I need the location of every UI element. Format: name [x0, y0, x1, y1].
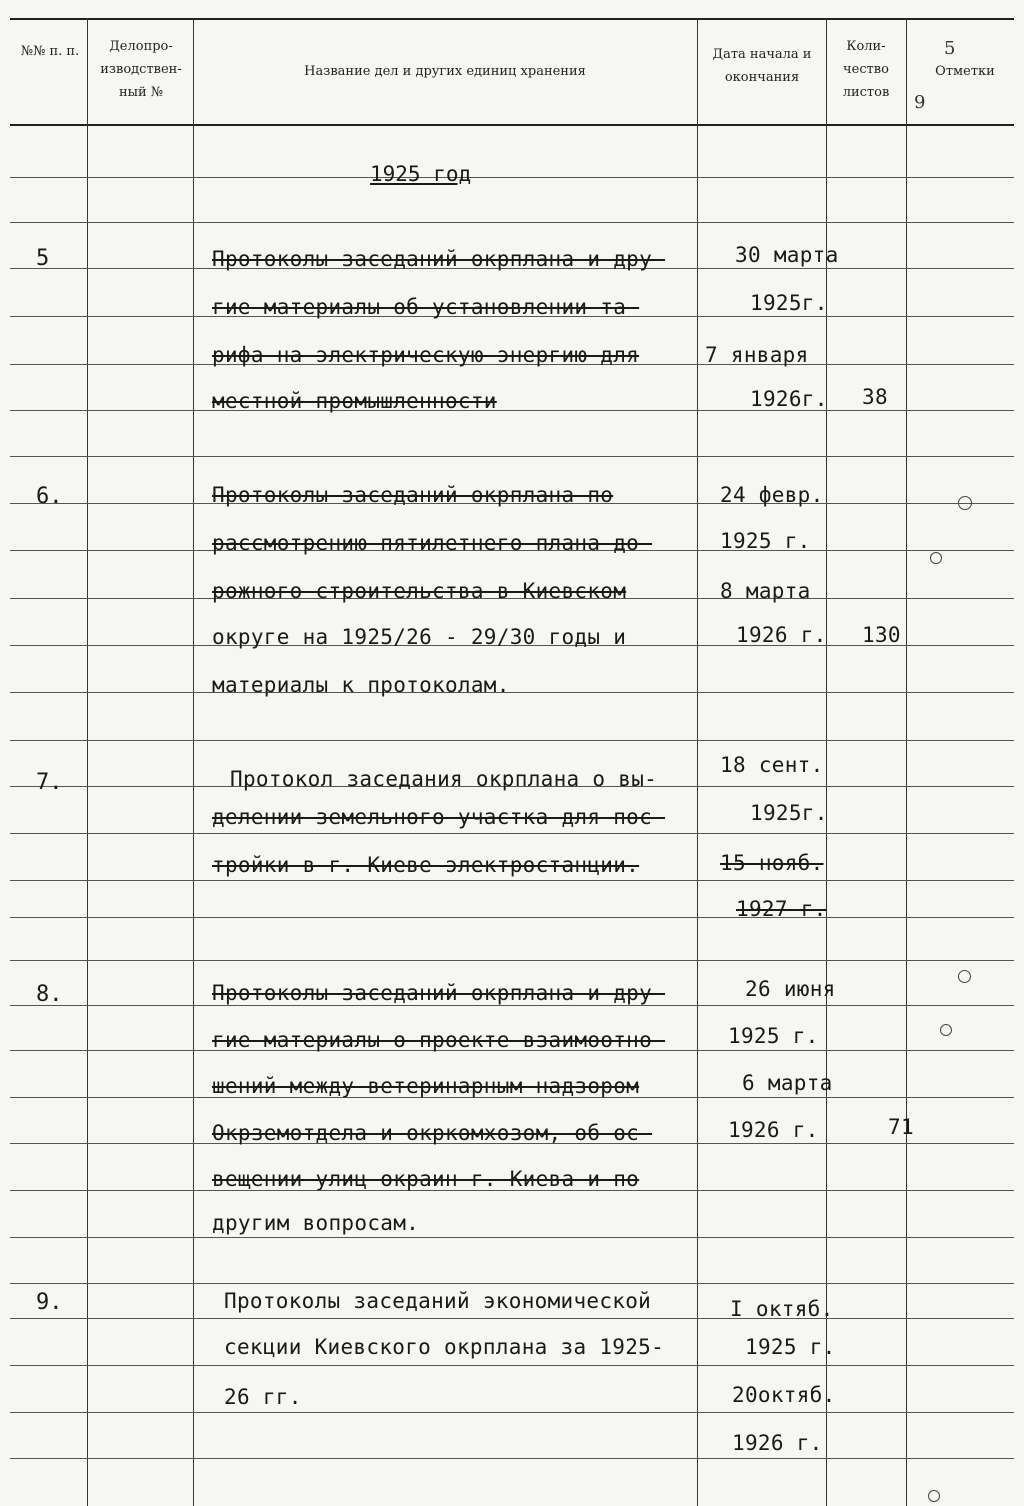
header-col-title: Название дел и других единиц хранения [304, 64, 586, 79]
ruled-line [10, 740, 1014, 741]
header-col-office-number: Делопро- изводствен- ный № [100, 39, 182, 100]
record-date: 1927 г. [736, 897, 827, 921]
record-date: 6 марта [742, 1071, 833, 1095]
note-circle-mark [940, 1024, 952, 1036]
record-title-line: 26 гг. [224, 1385, 302, 1409]
record-date: 1926 г. [736, 623, 827, 647]
note-circle-mark [928, 1490, 940, 1502]
record-title-line: Окрземотдела и окркомхозом, об ос- [212, 1121, 653, 1145]
ruled-line [10, 960, 1014, 961]
record-title-line: Протокол заседания окрплана о вы- [230, 767, 658, 791]
record-date: 8 марта [720, 579, 811, 603]
record-date: 1925 г. [728, 1024, 819, 1048]
ruled-line [10, 177, 1014, 178]
record-title-line: рожного строительства в Киевском [212, 579, 627, 603]
record-title-line: материалы к протоколам. [212, 673, 510, 697]
header-col-notes: Отметки [935, 64, 995, 79]
record-title-line: округе на 1925/26 - 29/30 годы и [212, 625, 627, 649]
ruled-line [10, 410, 1014, 411]
record-title-line: тройки в г. Киеве электростанции. [212, 853, 640, 877]
top-border [10, 18, 1014, 20]
note-circle-mark [930, 552, 942, 564]
record-title-line: вещении улиц окраин г. Киева и по [212, 1167, 640, 1191]
record-date: 1926 г. [728, 1118, 819, 1142]
header-corner-mark: 5 [944, 38, 956, 59]
record-date: 26 июня [745, 977, 836, 1001]
record-title-line: рифа на электрическую энергию для [212, 343, 640, 367]
record-number: 8. [36, 982, 63, 1007]
record-title-line: Протоколы заседаний окрплана и дру- [212, 247, 666, 271]
record-number: 5 [36, 246, 50, 271]
ruled-line [10, 1458, 1014, 1459]
ruled-line [10, 833, 1014, 834]
record-title-line: Протоколы заседаний окрплана и дру- [212, 981, 666, 1005]
record-date: 1925г. [750, 801, 828, 825]
header-col-number: №№ п. п. [20, 44, 80, 59]
header-col-dates: Дата начала и окончания [712, 47, 812, 85]
ruled-line [10, 917, 1014, 918]
record-number: 6. [36, 484, 63, 509]
record-title-line: гие материалы о проекте взаимоотно- [212, 1028, 666, 1052]
ruled-line [10, 1412, 1014, 1413]
record-title-line: гие материалы об установлении та- [212, 295, 640, 319]
record-date: 18 сент. [720, 753, 824, 777]
record-title-line: местной промышленности [212, 389, 497, 413]
record-date: I октяб. [730, 1297, 834, 1321]
note-circle-mark [958, 970, 971, 983]
ruled-line [10, 880, 1014, 881]
ruled-line [10, 1318, 1014, 1319]
record-date: 7 января [705, 343, 809, 367]
record-sheet-count: 38 [862, 385, 888, 409]
header-col-sheets: Коли- чество листов [842, 39, 890, 100]
record-title-line: рассмотрению пятилетнего плана до- [212, 531, 653, 555]
record-number: 9. [36, 1290, 63, 1315]
record-date: 24 февр. [720, 483, 824, 507]
record-date: 1925г. [750, 291, 828, 315]
record-date: 1925 г. [720, 529, 811, 553]
note-circle-mark [958, 496, 972, 510]
header-bottom-border [10, 124, 1014, 126]
record-date: 15 нояб. [720, 851, 824, 875]
year-heading: 1925 год [370, 162, 472, 186]
record-sheet-count: 130 [862, 623, 901, 647]
ruled-line [10, 1283, 1014, 1284]
record-date: 1926 г. [732, 1431, 823, 1455]
record-title-line: другим вопросам. [212, 1211, 420, 1235]
record-date: 20октяб. [732, 1383, 836, 1407]
ruled-line [10, 456, 1014, 457]
ruled-line [10, 222, 1014, 223]
record-date: 30 марта [735, 243, 839, 267]
record-title-line: Протоколы заседаний окрплана по [212, 483, 614, 507]
record-title-line: секции Киевского окрплана за 1925- [224, 1335, 665, 1359]
record-title-line: Протоколы заседаний экономической [224, 1289, 652, 1313]
ruled-line [10, 1237, 1014, 1238]
ruled-line [10, 1365, 1014, 1366]
header-notes-mark: 9 [914, 92, 926, 113]
record-number: 7. [36, 770, 63, 795]
ruled-line [10, 692, 1014, 693]
record-title-line: делении земельного участка для пос- [212, 805, 666, 829]
record-sheet-count: 71 [888, 1115, 914, 1139]
record-date: 1925 г. [745, 1335, 836, 1359]
record-title-line: шений между ветеринарным надзором [212, 1074, 640, 1098]
record-date: 1926г. [750, 387, 828, 411]
